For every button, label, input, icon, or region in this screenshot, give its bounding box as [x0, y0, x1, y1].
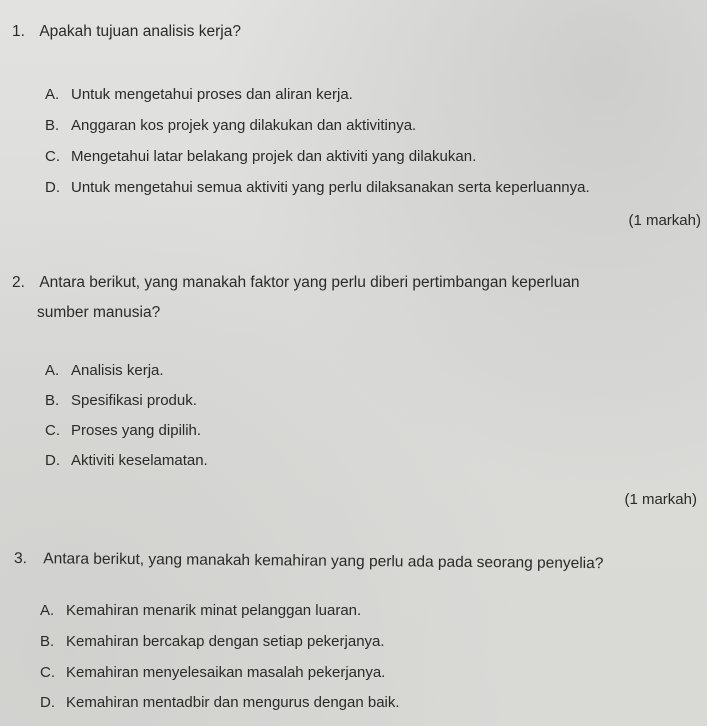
option-letter: B.: [45, 117, 60, 134]
option-text: Untuk mengetahui proses dan aliran kerja.: [71, 86, 353, 103]
option-text: Analisis kerja.: [71, 362, 164, 379]
q1-option-a: [45, 86, 353, 104]
q1-marks: (1 markah): [628, 212, 701, 229]
q2-marks: (1 markah): [624, 491, 697, 508]
option-text: Spesifikasi produk.: [71, 392, 197, 409]
option-letter: A.: [40, 602, 55, 619]
option-letter: C.: [40, 664, 55, 681]
option-letter: B.: [40, 633, 55, 650]
question-text: Antara berikut, yang manakah faktor yang perlu diberi pertimbangan keperluan: [39, 274, 580, 291]
option-text: Mengetahui latar belakang projek dan aktiviti yang dilakukan.: [71, 148, 477, 165]
option-letter: C.: [45, 422, 60, 439]
option-letter: B.: [45, 392, 60, 409]
question-1: [12, 22, 241, 41]
option-letter: A.: [45, 86, 60, 103]
q2-option-a: [45, 362, 164, 380]
option-text: Kemahiran menyelesaikan masalah pekerjanya.: [66, 664, 386, 681]
q2-option-b: [45, 392, 197, 410]
q1-option-b: [45, 117, 416, 135]
option-text: Aktiviti keselamatan.: [71, 452, 208, 469]
question-text: Apakah tujuan analisis kerja?: [39, 23, 241, 40]
question-2: [12, 273, 580, 292]
question-number: 3.: [13, 550, 28, 568]
option-text: Proses yang dipilih.: [71, 422, 202, 439]
option-text: Untuk mengetahui semua aktiviti yang perlu dilaksanakan serta keperluannya.: [71, 179, 590, 196]
option-text: Anggaran kos projek yang dilakukan dan aktivitinya.: [71, 117, 417, 134]
q1-option-c: [45, 148, 476, 166]
option-letter: A.: [45, 362, 60, 379]
question-number: 2.: [12, 274, 25, 291]
option-text: Kemahiran menarik minat pelanggan luaran.: [66, 602, 362, 619]
question-2-line2: sumber manusia?: [37, 304, 161, 321]
option-letter: D.: [40, 694, 55, 711]
question-number: 1.: [12, 23, 25, 40]
q3-option-a: [40, 602, 361, 620]
q3-option-d: [40, 694, 400, 712]
question-text: Antara berikut, yang manakah kemahiran yang perlu ada pada seorang penyelia?: [43, 550, 604, 573]
q3-option-c: [40, 664, 385, 682]
q3-option-b: [40, 633, 385, 651]
q2-option-d: [45, 452, 208, 470]
q1-option-d: [45, 179, 590, 197]
q2-option-c: [45, 422, 201, 440]
option-text: Kemahiran bercakap dengan setiap pekerjanya.: [66, 633, 385, 650]
option-letter: C.: [45, 148, 60, 165]
question-3: [14, 549, 604, 573]
option-letter: D.: [45, 452, 60, 469]
option-letter: D.: [45, 179, 60, 196]
option-text: Kemahiran mentadbir dan mengurus dengan baik.: [66, 694, 400, 711]
